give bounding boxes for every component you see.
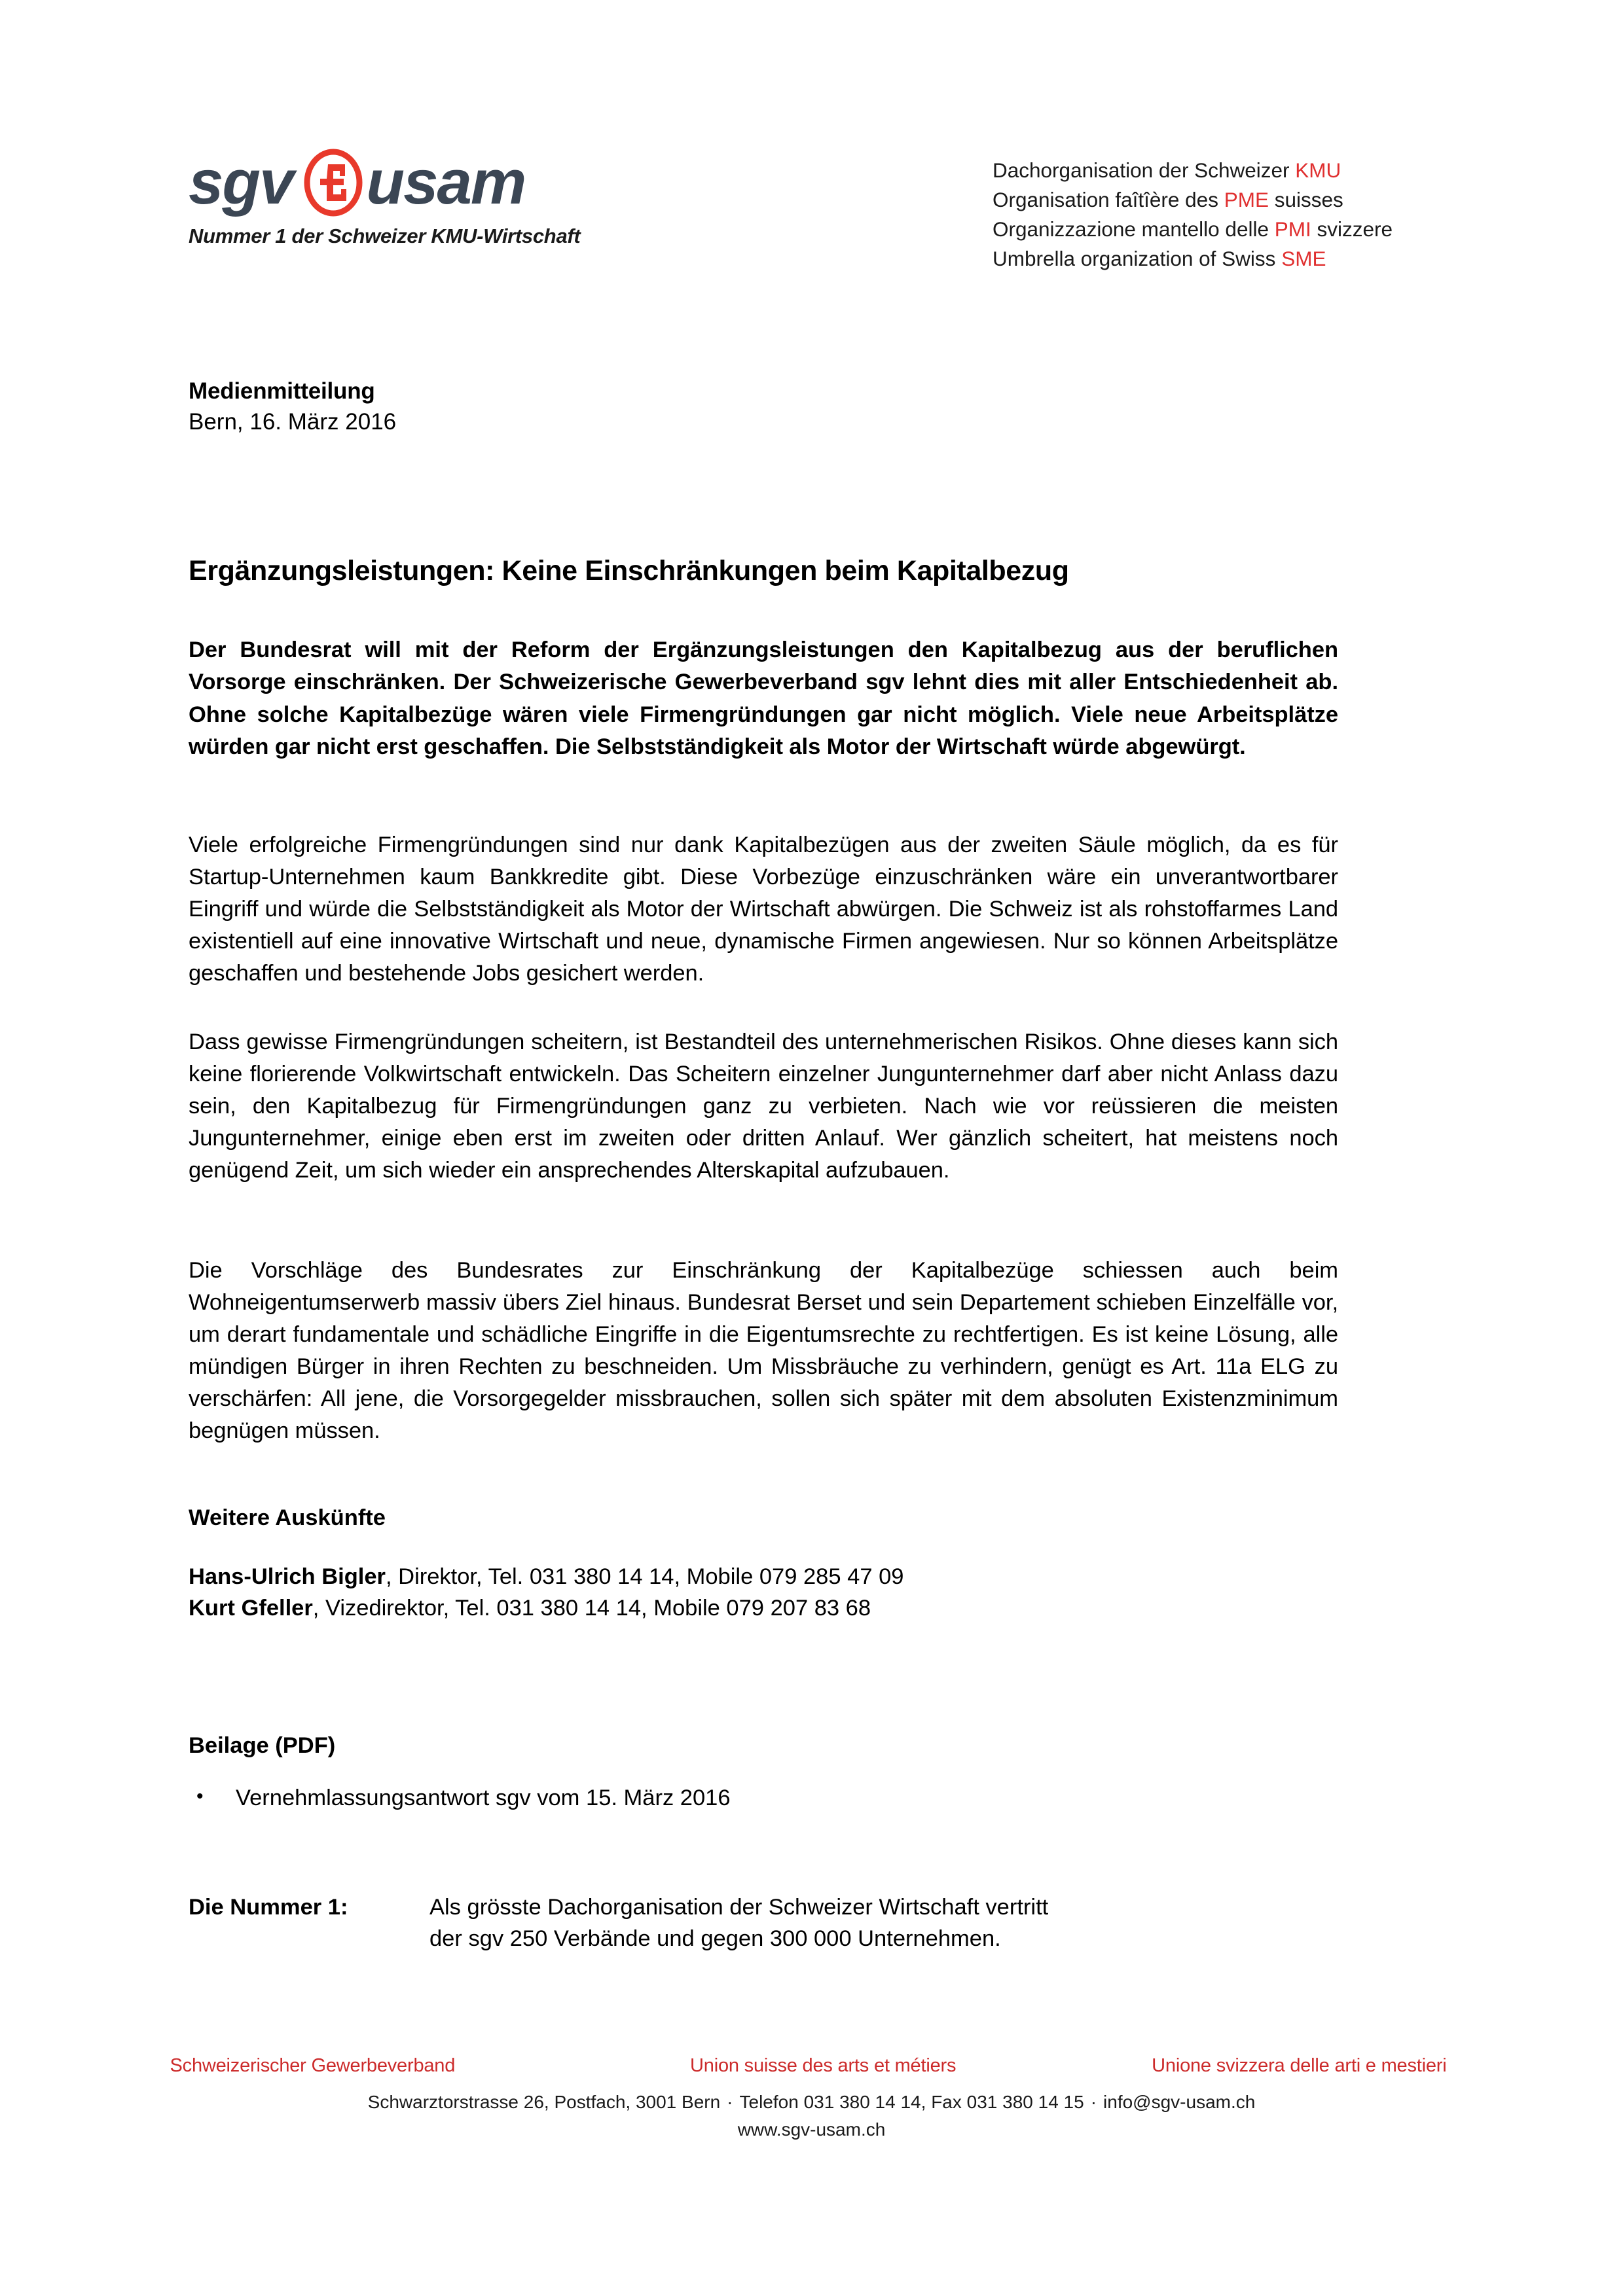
footer-org-name-de: Schweizerischer Gewerbeverband	[170, 2055, 456, 2076]
logo-word-left: sgv	[189, 147, 293, 217]
footer-email[interactable]: info@sgv-usam.ch	[1103, 2092, 1256, 2112]
attachment-item-label: Vernehmlassungsantwort sgv vom 15. März 2016	[236, 1785, 731, 1810]
header-lang-line-de	[993, 156, 1393, 185]
number-one-line-1: Als grösste Dachorganisation der Schweizer Wirtschaft vertritt	[429, 1895, 1049, 1920]
footer-phone: Telefon 031 380 14 14, Fax 031 380 14 15	[739, 2092, 1084, 2112]
body-paragraph-2: Dass gewisse Firmengründungen scheitern, ist Bestandteil des unternehmerischen Risikos. Ohne dieses kann sich keine florierende Volkwirtschaft entwickeln. Das Scheitern einzelner Jungunternehmer darf aber nicht Anlass dazu sein, den Kapitalbezug für Firmengründungen ganz zu verbieten. Nach wie vor reüssieren die meisten Jungunternehmer, einige eben erst im zweiten oder dritten Anlauf. Wer gänzlich scheitert, hat meistens noch genügend Zeit, um sich wieder ein ansprechendes Alterskapital aufzubauen.	[189, 1029, 1338, 1183]
sgv-usam-logo	[189, 147, 594, 248]
page-footer	[0, 2052, 1623, 2144]
header-lang-en-accent: SME	[1281, 247, 1326, 270]
number-one-line-2: der sgv 250 Verbände und gegen 300 000 Unternehmen.	[429, 1926, 1001, 1951]
page-header	[0, 0, 1623, 308]
contact-name: Kurt Gfeller	[189, 1596, 313, 1621]
footer-org-name-fr: Union suisse des arts et métiers	[690, 2055, 957, 2076]
page-title: Ergänzungsleistungen: Keine Einschränkungen beim Kapitalbezug	[189, 554, 1069, 586]
document-meta	[189, 376, 1338, 438]
attachment-list	[189, 1782, 1338, 1814]
contact-details: , Direktor, Tel. 031 380 14 14, Mobile 079 285 47 09	[385, 1564, 904, 1589]
logo-tagline: Nummer 1 der Schweizer KMU-Wirtschaft	[189, 224, 581, 247]
contact-row	[189, 1561, 1338, 1592]
header-lang-it-prefix: Organizzazione mantello delle	[993, 217, 1275, 241]
body-paragraph-1: Viele erfolgreiche Firmengründungen sind nur dank Kapitalbezügen aus der zweiten Säule möglich, da es für Startup-Unternehmen kaum Bankkredite gibt. Diese Vorbezüge einzuschränken wäre ein unverantwortbarer Eingriff und würde die Selbstständigkeit als Motor der Wirtschaft abwürgen. Die Schweiz ist als rohstoffarmes Land existentiell auf eine innovative Wirtschaft und neue, dynamische Firmen angewiesen. Nur so können Arbeitsplätze geschaffen und bestehende Jobs gesichert werden.	[189, 832, 1338, 986]
header-lang-en-prefix: Umbrella organization of Swiss	[993, 247, 1282, 270]
place-date: Bern, 16. März 2016	[189, 409, 397, 435]
document-type-label: Medienmitteilung	[189, 378, 375, 404]
header-lang-fr-prefix: Organisation faîtîère des	[993, 188, 1224, 211]
header-lang-de-accent: KMU	[1295, 158, 1341, 182]
list-item	[189, 1782, 1338, 1814]
footer-separator: ·	[727, 2092, 733, 2112]
swiss-cross-circle-icon	[299, 149, 367, 217]
header-language-lines	[993, 156, 1393, 274]
footer-org-name-it: Unione svizzera delle arti e mestieri	[1152, 2055, 1447, 2076]
footer-website[interactable]: www.sgv-usam.ch	[737, 2119, 886, 2140]
body-paragraph-3: Die Vorschläge des Bundesrates zur Einschränkung der Kapitalbezüge schiessen auch beim Wohneigentumserwerb massiv übers Ziel hinaus. Bundesrat Berset und sein Departement schieben Einzelfälle vor, um derart fundamentale und schädliche Eingriffe in die Eigentumsrechte zu rechtfertigen. Es ist keine Lösung, alle mündigen Bürger in ihren Rechten zu beschneiden. Um Missbräuche zu verhindern, genügt es Art. 11a ELG zu verschärfen: All jene, die Vorsorgegelder missbrauchen, sollen sich später mit dem absoluten Existenzminimum begnügen müssen.	[189, 1257, 1338, 1443]
footer-separator: ·	[1090, 2092, 1097, 2112]
header-lang-line-en	[993, 244, 1393, 274]
contact-name: Hans-Ulrich Bigler	[189, 1564, 386, 1589]
header-lang-fr-suffix: suisses	[1268, 188, 1343, 211]
contact-row	[189, 1592, 1338, 1624]
footer-address: Schwarztorstrasse 26, Postfach, 3001 Bern	[367, 2092, 721, 2112]
attachment-section-title: Beilage (PDF)	[189, 1733, 336, 1758]
contact-section-title: Weitere Auskünfte	[189, 1505, 386, 1530]
logo-word-right: usam	[366, 147, 526, 217]
footer-org-names	[170, 2052, 1453, 2079]
number-one-text	[429, 1892, 1338, 1954]
number-one-label: Die Nummer 1:	[189, 1895, 348, 1920]
header-lang-it-suffix: svizzere	[1311, 217, 1393, 241]
number-one-block	[189, 1892, 1338, 1954]
header-lang-de-prefix: Dachorganisation der Schweizer	[993, 158, 1296, 182]
footer-contact-line	[0, 2089, 1623, 2116]
header-lang-it-accent: PMI	[1274, 217, 1311, 241]
bullet-icon: •	[196, 1785, 204, 1807]
logo-wordmark	[189, 147, 594, 218]
lead-paragraph: Der Bundesrat will mit der Reform der Ergänzungsleistungen den Kapitalbezug aus der beruflichen Vorsorge einschränken. Der Schweizerische Gewerbeverband sgv lehnt dies mit aller Entschiedenheit ab. Ohne solche Kapitalbezüge wären viele Firmengründungen gar nicht möglich. Viele neue Arbeitsplätze würden gar nicht erst geschaffen. Die Selbstständigkeit als Motor der Wirtschaft würde abgewürgt.	[189, 637, 1338, 759]
header-lang-line-it	[993, 215, 1393, 244]
contact-details: , Vizedirektor, Tel. 031 380 14 14, Mobile 079 207 83 68	[312, 1596, 871, 1621]
contact-list	[189, 1561, 1338, 1624]
header-lang-line-fr	[993, 185, 1393, 215]
header-lang-fr-accent: PME	[1224, 188, 1269, 211]
